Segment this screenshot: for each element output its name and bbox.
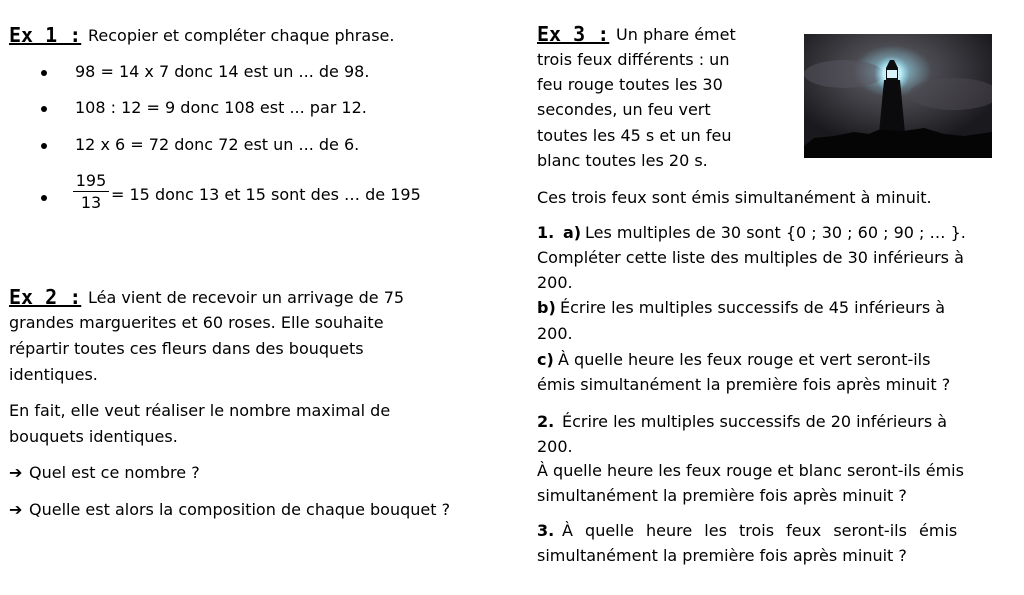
ex3-q1b-label: b)	[537, 298, 556, 317]
bullet-icon	[41, 70, 47, 76]
ex3-sync-line: Ces trois feux sont émis simultanément à minuit.	[537, 188, 932, 207]
ex3-q2-number: 2.	[537, 412, 555, 431]
ex3-q2-line-2: 200.	[537, 437, 573, 456]
fraction-numerator: 195	[73, 172, 109, 192]
ex3-q1a-line-3: 200.	[537, 273, 573, 292]
ex1-title: Ex 1 :	[9, 23, 82, 47]
ex2-line-2: grandes marguerites et 60 roses. Elle souhaite	[9, 313, 384, 332]
ex1-item-1: 98 = 14 x 7 donc 14 est un ... de 98.	[75, 62, 370, 81]
ex3-q1c-line-1: À quelle heure les feux rouge et vert seront-ils	[558, 350, 931, 369]
ex3-q2-line-3: À quelle heure les feux rouge et blanc seront-ils émis	[537, 461, 964, 480]
ex3-q2-line-1: Écrire les multiples successifs de 20 inférieurs à	[562, 412, 948, 431]
fraction-denominator: 13	[80, 193, 102, 212]
ex3-q3-number: 3.	[537, 521, 555, 540]
lighthouse-photo	[804, 34, 992, 158]
ex3-intro-line-5: toutes les 45 s et un feu	[537, 126, 732, 145]
ex2-line-3: répartir toutes ces fleurs dans des bouquets	[9, 339, 364, 358]
ex3-intro-line-3: feu rouge toutes les 30	[537, 75, 723, 94]
ex2-question-1: Quel est ce nombre ?	[29, 463, 200, 482]
ex3-intro-line-2: trois feux différents : un	[537, 50, 730, 69]
ex3-q1a-label: a)	[563, 223, 582, 242]
ex3-intro-line-4: secondes, un feu vert	[537, 100, 711, 119]
bullet-icon	[41, 143, 47, 149]
ex3-title: Ex 3 :	[537, 22, 610, 46]
ex2-title: Ex 2 :	[9, 285, 82, 309]
ex1-item-3: 12 x 6 = 72 donc 72 est un ... de 6.	[75, 135, 360, 154]
ex2-line-4: identiques.	[9, 365, 98, 384]
bullet-icon	[41, 195, 47, 201]
ex3-q1a-line-2: Compléter cette liste des multiples de 30 inférieurs à	[537, 248, 964, 267]
ex3-q1-number: 1.	[537, 223, 555, 242]
ex3-q3-line-1: À quelle heure les trois feux seront-ils émis	[562, 521, 958, 540]
ex1-fraction	[73, 172, 109, 212]
ex1-item-2: 108 : 12 = 9 donc 108 est ... par 12.	[75, 98, 367, 117]
ex3-intro-line-1: Un phare émet	[616, 25, 736, 44]
ex1-item-4: = 15 donc 13 et 15 sont des … de 195	[111, 185, 421, 204]
ex3-q2-line-4: simultanément la première fois après minuit ?	[537, 486, 907, 505]
bullet-icon	[41, 106, 47, 112]
ex3-q1c-label: c)	[537, 350, 554, 369]
ex2-question-2: Quelle est alors la composition de chaque bouquet ?	[29, 500, 451, 519]
ex2-para2-line-2: bouquets identiques.	[9, 427, 178, 446]
ex1-instruction: Recopier et compléter chaque phrase.	[88, 26, 395, 45]
ex3-q1a-line-1: Les multiples de 30 sont {0 ; 30 ; 60 ; 90 ; … }.	[585, 223, 966, 242]
arrow-right-icon: ➔	[9, 463, 23, 482]
ex3-q1b-line-2: 200.	[537, 324, 573, 343]
ex3-q3-line-2: simultanément la première fois après minuit ?	[537, 546, 907, 565]
ex3-q1c-line-2: émis simultanément la première fois après minuit ?	[537, 375, 951, 394]
ex3-intro-line-6: blanc toutes les 20 s.	[537, 151, 708, 170]
ex2-line-1: Léa vient de recevoir un arrivage de 75	[88, 288, 405, 307]
ex2-para2-line-1: En fait, elle veut réaliser le nombre maximal de	[9, 401, 391, 420]
arrow-right-icon: ➔	[9, 500, 23, 519]
ex3-q1b-line-1: Écrire les multiples successifs de 45 inférieurs à	[560, 298, 946, 317]
